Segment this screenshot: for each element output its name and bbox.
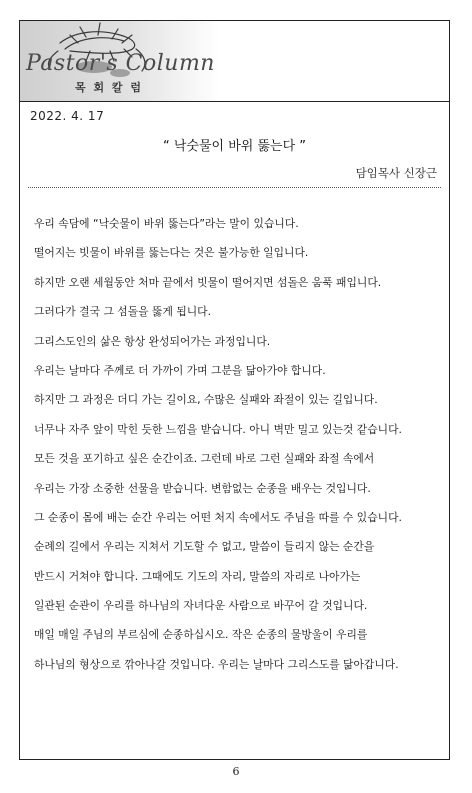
page-frame xyxy=(19,20,450,760)
column-title: Pastor's Column xyxy=(26,51,215,76)
body-line: 하지만 그 과정은 더디 가는 길이요, 수많은 실패와 좌절이 있는 길입니다. xyxy=(34,393,378,407)
body-line: 순례의 길에서 우리는 지쳐서 기도할 수 없고, 말씀이 들리지 않는 순간을 xyxy=(34,540,375,554)
column-date: 2022. 4. 17 xyxy=(30,109,105,123)
dotted-divider xyxy=(28,187,441,188)
column-subtitle: 목 회 칼 럼 xyxy=(75,81,143,94)
body-line: 우리는 날마다 주께로 더 가까이 가며 그분을 닮아가야 합니다. xyxy=(34,363,326,377)
body-line: 반드시 거쳐야 합니다. 그때에도 기도의 자리, 말씀의 자리로 나아가는 xyxy=(34,569,361,583)
body-line: 매일 매일 주님의 부르심에 순종하십시오. 작은 순종의 물방울이 우리를 xyxy=(34,628,368,642)
body-line: 우리는 가장 소중한 선물을 받습니다. 변함없는 순종을 배우는 것입니다. xyxy=(34,481,371,495)
body-line: 그러다가 결국 그 섬돌을 뚫게 됩니다. xyxy=(34,305,212,319)
sermon-title: “ 낙숫물이 바위 뚫는다 ” xyxy=(162,139,307,154)
header-divider xyxy=(20,101,449,102)
body-line: 우리 속담에 “낙숫물이 바위 뚫는다”라는 말이 있습니다. xyxy=(34,217,299,230)
page-number: 6 xyxy=(232,765,240,778)
body-line: 하나님의 형상으로 깎아나갈 것입니다. 우리는 날마다 그리스도를 닮아갑니다. xyxy=(34,657,399,671)
body-line: 하지만 오랜 세월동안 처마 끝에서 빗물이 떨어지면 섬돌은 움푹 패입니다. xyxy=(34,275,382,289)
column-body xyxy=(34,217,444,687)
body-line: 너무나 자주 앞이 막힌 듯한 느낌을 받습니다. 아니 벽만 밀고 있는것 같습니다. xyxy=(34,422,402,436)
body-line: 그 순종이 몸에 배는 순간 우리는 어떤 처지 속에서도 주님을 따를 수 있습니다. xyxy=(34,510,402,524)
author-byline: 담임목사 신장근 xyxy=(355,166,437,180)
body-line: 모든 것을 포기하고 싶은 순간이죠. 그런데 바로 그런 실패와 좌절 속에서 xyxy=(34,452,375,466)
body-line: 일관된 순관이 우리를 하나님의 자녀다운 사람으로 바꾸어 갈 것입니다. xyxy=(34,599,368,613)
body-line: 그리스도인의 삶은 항상 완성되어가는 과정입니다. xyxy=(34,334,271,348)
body-line: 떨어지는 빗물이 바위를 뚫는다는 것은 불가능한 일입니다. xyxy=(34,246,309,260)
column-header xyxy=(20,21,449,101)
